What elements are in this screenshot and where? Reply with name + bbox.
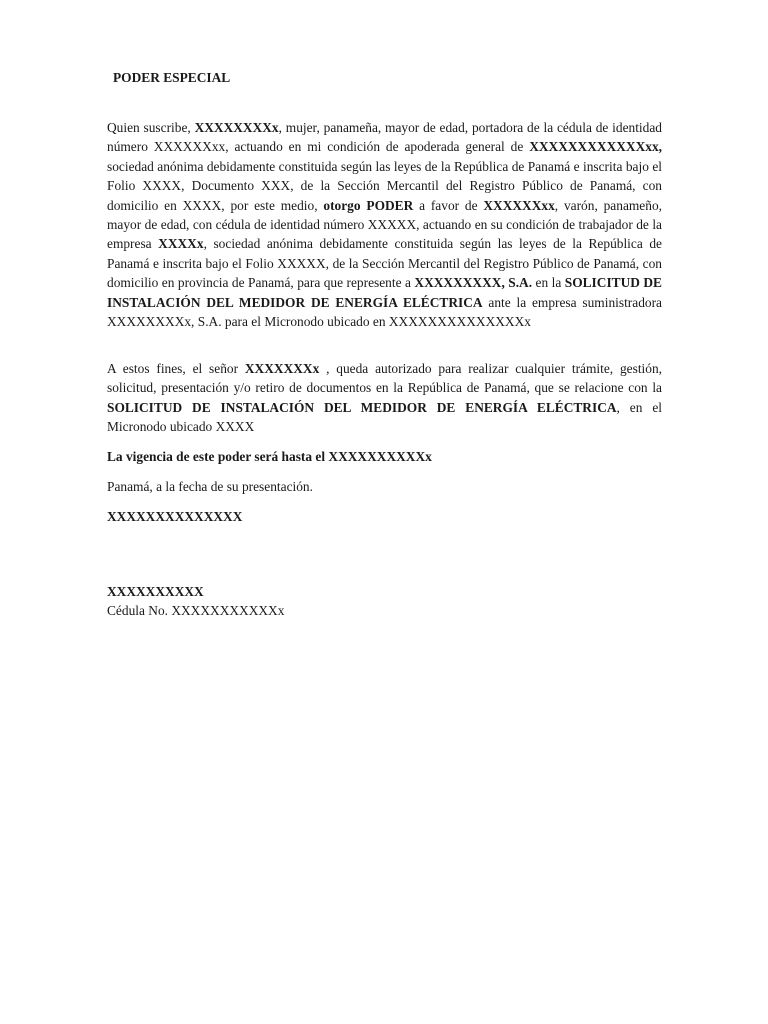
p1-text-7: en la xyxy=(532,275,565,291)
document-title: PODER ESPECIAL xyxy=(113,70,231,85)
signature-name: XXXXXXXXXX xyxy=(107,584,204,599)
validity-statement: La vigencia de este poder será hasta el XXXXXXXXXXx xyxy=(107,449,432,464)
p1-grantor-name: XXXXXXXXx xyxy=(194,120,279,135)
p2-text-2: , queda autorizado para realizar cualquier trámite, gestión, solicitud, presentación y/o retiro de documentos en la República de Panamá, que se relacione con la xyxy=(107,361,663,396)
p1-text-1: Quien suscribe, xyxy=(107,120,195,135)
p1-text-6: , sociedad anónima debidamente constituida según las leyes de la República de Panamá e inscrita bajo el Folio XXXXX, de la Sección Mercantil del Registro Público de Panamá, con domicilio en provincia de Panamá, para que represente a xyxy=(107,236,662,291)
p1-employer-name: XXXXx xyxy=(158,236,204,252)
p1-request-name: SOLICITUD DE INSTALACIÓN DEL MEDIDOR DE ENERGÍA ELÉCTRICA xyxy=(107,275,662,310)
signature-id-number: Cédula No. XXXXXXXXXXXx xyxy=(107,603,285,618)
p1-text-2: , mujer, panameña, mayor de edad, portadora de la cédula de identidad número XXXXXXxx, actuando en mi condición de apoderada general de xyxy=(107,120,662,155)
p1-company-name: XXXXXXXXXXXXxx, xyxy=(529,139,662,155)
p1-text-8: ante la empresa suministradora XXXXXXXXx, S.A. para el Micronodo ubicado en XXXXXXXXXXXXXXx xyxy=(107,294,662,330)
p2-text-1: A estos fines, el señor xyxy=(107,361,245,376)
paragraph-authorization xyxy=(107,359,662,437)
grantor-company: XXXXXXXXXXXXXX xyxy=(107,509,243,524)
p1-attorney-name: XXXXXXxx xyxy=(483,197,555,213)
place-date: Panamá, a la fecha de su presentación. xyxy=(107,479,313,494)
p1-grant-phrase: otorgo PODER xyxy=(323,197,414,213)
p2-attorney-name: XXXXXXXx xyxy=(244,361,320,376)
p1-text-5: , varón, panameño, mayor de edad, con cédula de identidad número XXXXX, actuando en su condición de trabajador de la empresa xyxy=(107,197,662,252)
p2-request-name: SOLICITUD DE INSTALACIÓN DEL MEDIDOR DE ENERGÍA ELÉCTRICA xyxy=(107,399,617,415)
p2-text-3: , en el Micronodo ubicado XXXX xyxy=(107,399,662,435)
p1-text-3: sociedad anónima debidamente constituida según las leyes de la República de Panamá e inscrita bajo el Folio XXXX, Documento XXX, de la Sección Mercantil del Registro Público de Panamá, con domicilio en XXXX, por este medio, xyxy=(107,158,662,213)
p1-text-4: a favor de xyxy=(413,197,484,213)
paragraph-grant xyxy=(107,118,662,331)
p1-represented-company: XXXXXXXXX, S.A. xyxy=(414,275,533,291)
